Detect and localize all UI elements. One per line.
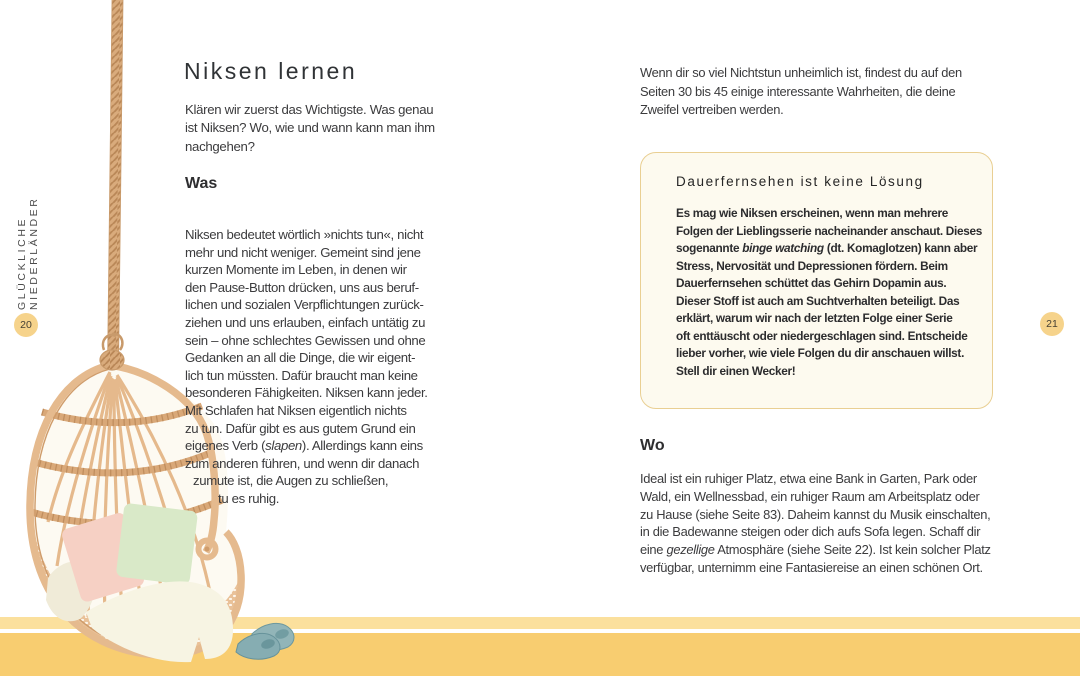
text-line: Gedanken an all die Dinge, die wir eigent- — [185, 350, 416, 366]
text-line: Mit Schlafen hat Niksen eigentlich nichts — [185, 402, 407, 418]
left-intro — [185, 101, 435, 156]
text-line: zum anderen führen, und wenn dir danach — [185, 455, 420, 471]
text-line: zu tun. Dafür gibt es aus gutem Grund ein — [185, 420, 416, 436]
section-heading-wo: Wo — [640, 437, 665, 454]
text-line: besonderen Fähigkeiten. Niksen kann jeder. — [185, 385, 428, 401]
text-line: eigenes Verb (slapen). Allerdings kann eins — [185, 438, 423, 454]
page-number-badge-left: 20 — [14, 313, 38, 337]
text-line: ist Niksen? Wo, wie und wann kann man ihm — [185, 120, 435, 136]
text-line: in die Badewanne steigen oder dich aufs Sofa legen. Schaff dir — [640, 524, 981, 540]
rope — [108, 0, 123, 358]
text-line: Folgen der Lieblingsserie nacheinander anschaut. Dieses — [676, 223, 983, 238]
text-line: Wenn dir so viel Nichtstun unheimlich ist, findest du auf den — [640, 65, 962, 80]
text-line: Seiten 30 bis 45 einige interessante Wahrheiten, die deine — [640, 83, 956, 99]
text-line: Stell dir einen Wecker! — [676, 363, 796, 378]
text-line: zumute ist, die Augen zu schließen, — [193, 473, 389, 489]
text-line: ziehen und uns erlauben, einfach untätig zu — [185, 314, 426, 330]
text-line: mehr und nicht weniger. Gemeint sind jene — [185, 244, 421, 260]
text-line: nachgehen? — [185, 138, 255, 154]
text-line: Stress, Nervosität und Depressionen fördern. Beim — [676, 258, 948, 273]
info-box-body — [676, 205, 982, 380]
info-box-title: Dauerfernsehen ist keine Lösung — [676, 174, 924, 189]
right-body-text — [640, 470, 991, 577]
text-line: tu es ruhig. — [218, 490, 280, 506]
text-line: kurzen Momente im Leben, in denen wir — [185, 262, 407, 278]
text-line: den Pause-Button drücken, uns aus beruf- — [185, 279, 419, 295]
text-line: Dieser Stoff ist auch am Suchtverhalten beteiligt. Das — [676, 293, 960, 308]
left-body-text — [185, 226, 428, 508]
green-cushion — [116, 503, 198, 585]
text-line: verfügbar, unternimm eine Fantasiereise an einen schönen Ort. — [640, 559, 983, 575]
text-line: eine gezellige Atmosphäre (siehe Seite 22). Ist kein solcher Platz — [640, 542, 991, 558]
text-line: sogenannte binge watching (dt. Komaglotzen) kann aber — [676, 241, 978, 255]
text-line: lieber vorher, wie viele Folgen du dir anschauen willst. — [676, 346, 965, 360]
spine-title: GLÜCKLICHE NIEDERLÄNDER — [16, 196, 40, 310]
text-line: sein – ohne schlechtes Gewissen und ohne — [185, 332, 426, 348]
info-box — [640, 152, 993, 409]
right-intro — [640, 64, 962, 120]
page-number-badge-right: 21 — [1040, 312, 1064, 336]
text-line: Ideal ist ein ruhiger Platz, etwa eine Bank in Garten, Park oder — [640, 471, 977, 486]
page-title: Niksen lernen — [184, 58, 358, 84]
text-line: erklärt, warum wir nach der letzten Folge einer Serie — [676, 311, 953, 325]
text-line: Zweifel vertreiben werden. — [640, 102, 784, 118]
text-line: Niksen bedeutet wörtlich »nichts tun«, nicht — [185, 227, 424, 242]
section-heading-was: Was — [185, 175, 218, 192]
text-line: Klären wir zuerst das Wichtigste. Was genau — [185, 102, 434, 117]
text-line: Es mag wie Niksen erscheinen, wenn man mehrere — [676, 206, 949, 220]
text-line: lich tun müssten. Dafür braucht man keine — [185, 367, 418, 383]
text-line: Wald, ein Wellnessbad, ein ruhiger Raum am Arbeitsplatz oder — [640, 488, 980, 504]
text-line: zu Hause (siehe Seite 83). Daheim kannst du Musik einschalten, — [640, 506, 991, 522]
text-line: oft enttäuscht oder niedergeschlagen sind. Entscheide — [676, 328, 968, 343]
text-line: Dauerfernsehen schüttet das Gehirn Dopamin aus. — [676, 276, 947, 290]
text-line: lichen und sozialen Verpflichtungen zurück- — [185, 297, 424, 313]
slippers — [236, 623, 294, 659]
